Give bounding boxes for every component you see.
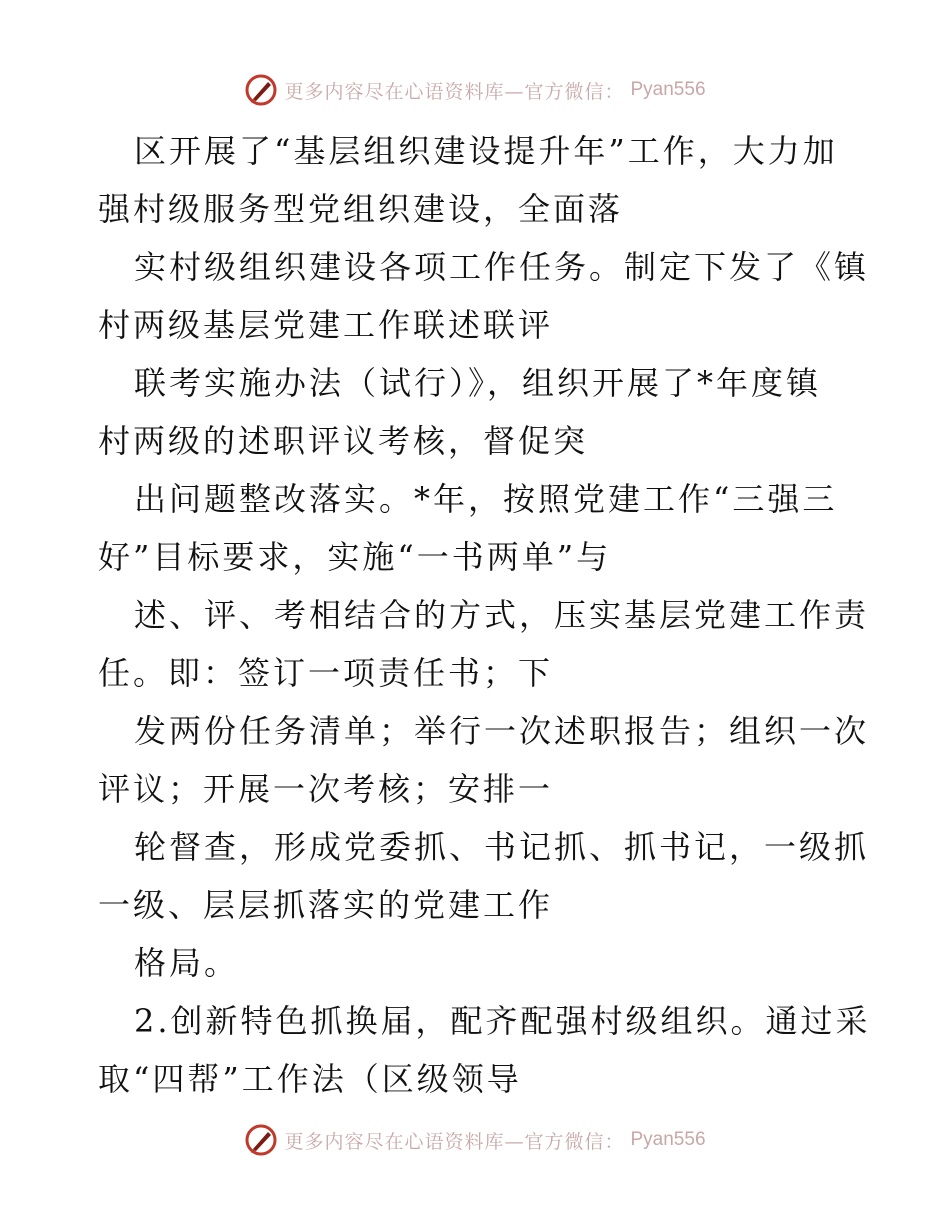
text-line: 取“四帮”工作法（区级领导: [98, 1060, 522, 1098]
watermark-text: 更多内容尽在心语资料库—官方微信：: [284, 80, 625, 103]
text-line: 实村级组织建设各项工作任务。制定下发了《镇: [134, 248, 870, 286]
watermark-wechat-id: Pyan556: [630, 1129, 706, 1150]
watermark-text: 更多内容尽在心语资料库—官方微信：: [284, 1130, 625, 1153]
quill-logo-icon: [244, 73, 278, 107]
header-watermark: [0, 70, 950, 110]
text-line: 联考实施办法（试行）》，组织开展了*年度镇: [134, 364, 822, 402]
text-line: 出问题整改落实。*年，按照党建工作“三强三: [134, 480, 838, 518]
text-line: 区开展了“基层组织建设提升年”工作，大力加: [134, 132, 838, 170]
text-line: 格局。: [134, 944, 240, 982]
text-line: 村两级基层党建工作联述联评: [98, 306, 554, 344]
document-body: [98, 122, 871, 1108]
text-line: 发两份任务清单；举行一次述职报告；组织一次: [134, 712, 870, 750]
text-line: 评议；开展一次考核；安排一: [98, 770, 554, 808]
text-line: 任。即：签订一项责任书；下: [98, 654, 554, 692]
footer-watermark: [0, 1120, 950, 1160]
text-line: 一级、层层抓落实的党建工作: [98, 886, 554, 924]
text-line: 轮督查，形成党委抓、书记抓、抓书记，一级抓: [134, 828, 870, 866]
text-line: 述、评、考相结合的方式，压实基层党建工作责: [134, 596, 870, 634]
quill-logo-icon: [244, 1123, 278, 1157]
text-line: 2.创新特色抓换届，配齐配强村级组织。通过采: [134, 1002, 871, 1040]
text-line: 好”目标要求，实施“一书两单”与: [98, 538, 612, 576]
watermark-wechat-id: Pyan556: [630, 79, 706, 100]
text-line: 强村级服务型党组织建设，全面落: [98, 190, 624, 228]
text-line: 村两级的述职评议考核，督促突: [98, 422, 589, 460]
